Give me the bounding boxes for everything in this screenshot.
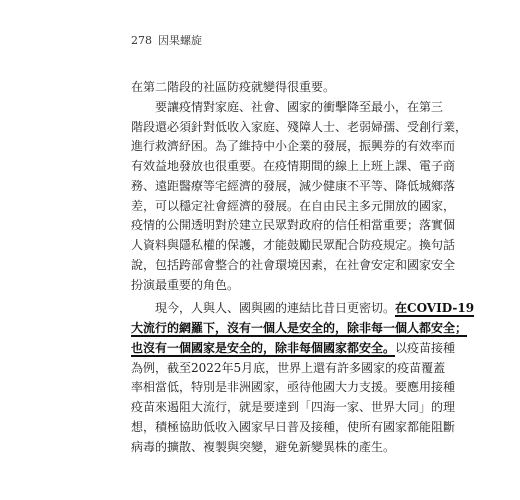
emphasized-text: 大流行的網羅下，沒有一個人是安全的，除非每一個人都安全； [131, 321, 468, 335]
emphasized-text: 也沒有一個國家是安全的，除非每個國家都安全。 [131, 340, 396, 355]
paragraph-line [131, 339, 456, 359]
paragraph-line [131, 319, 468, 339]
paragraph-3 [131, 299, 475, 457]
plain-text: 現今，人與人、國與國的連結比昔日更密切。 [155, 301, 396, 316]
plain-text: 以疫苗接種 [395, 340, 456, 355]
paragraph-line: 差，可以穩定社會經濟的發展。在自由民主多元開放的國家， [131, 198, 456, 213]
paragraph-line: 要讓疫情對家庭、社會、國家的衝擊降至最小，在第三 [155, 99, 444, 114]
paragraph-line: 扮演最重要的角色。 [131, 277, 240, 292]
paragraph-line: 人資料與隱私權的保護，才能鼓勵民眾配合防疫規定。換句話 [131, 238, 456, 252]
page-number: 278 [131, 34, 152, 47]
paragraph-line: 疫情的公開透明對於建立民眾對政府的信任相當重要；落實個 [131, 218, 456, 233]
book-title: 因果螺旋 [158, 34, 202, 47]
paragraph-line: 率相當低，特別是非洲國家，亟待他國大力支援。要應用接種 [131, 380, 456, 395]
paragraph-line: 階段還必須針對低收入家庭、殘障人士、老弱婦孺、受創行業， [131, 119, 468, 134]
running-header [131, 32, 202, 48]
paragraph-1-line: 在第二階段的社區防疫就變得很重要。 [131, 80, 336, 94]
paragraph-2 [131, 98, 468, 296]
paragraph-line: 說，包括跨部會整合的社會環境因素，在社會安定和國家安全 [131, 257, 456, 272]
paragraph-line: 務、遠距醫療等宅經濟的發展，減少健康不平等、降低城鄉落 [131, 178, 456, 193]
paragraph-line [131, 299, 475, 319]
paragraph-line: 有效益地發放也很重要。在疫情期間的線上上班上課、電子商 [131, 159, 456, 173]
paragraph-line: 進行救濟紓困。為了維持中小企業的發展，振興券的有效率而 [131, 139, 456, 154]
body-text [131, 78, 475, 457]
paragraph-line: 疫苗來遏阻大流行，就是要達到「四海一家、世界大同」的理 [131, 400, 456, 414]
emphasized-text: 在COVID-19 [395, 301, 475, 316]
paragraph-line: 為例，截至2022年5月底，世界上還有許多國家的疫苗覆蓋 [131, 360, 446, 375]
paragraph-line: 病毒的擴散、複製與突變，避免新變異株的產生。 [131, 439, 396, 454]
paragraph-line: 想，積極協助低收入國家早日普及接種，使所有國家都能阻斷 [131, 419, 456, 434]
